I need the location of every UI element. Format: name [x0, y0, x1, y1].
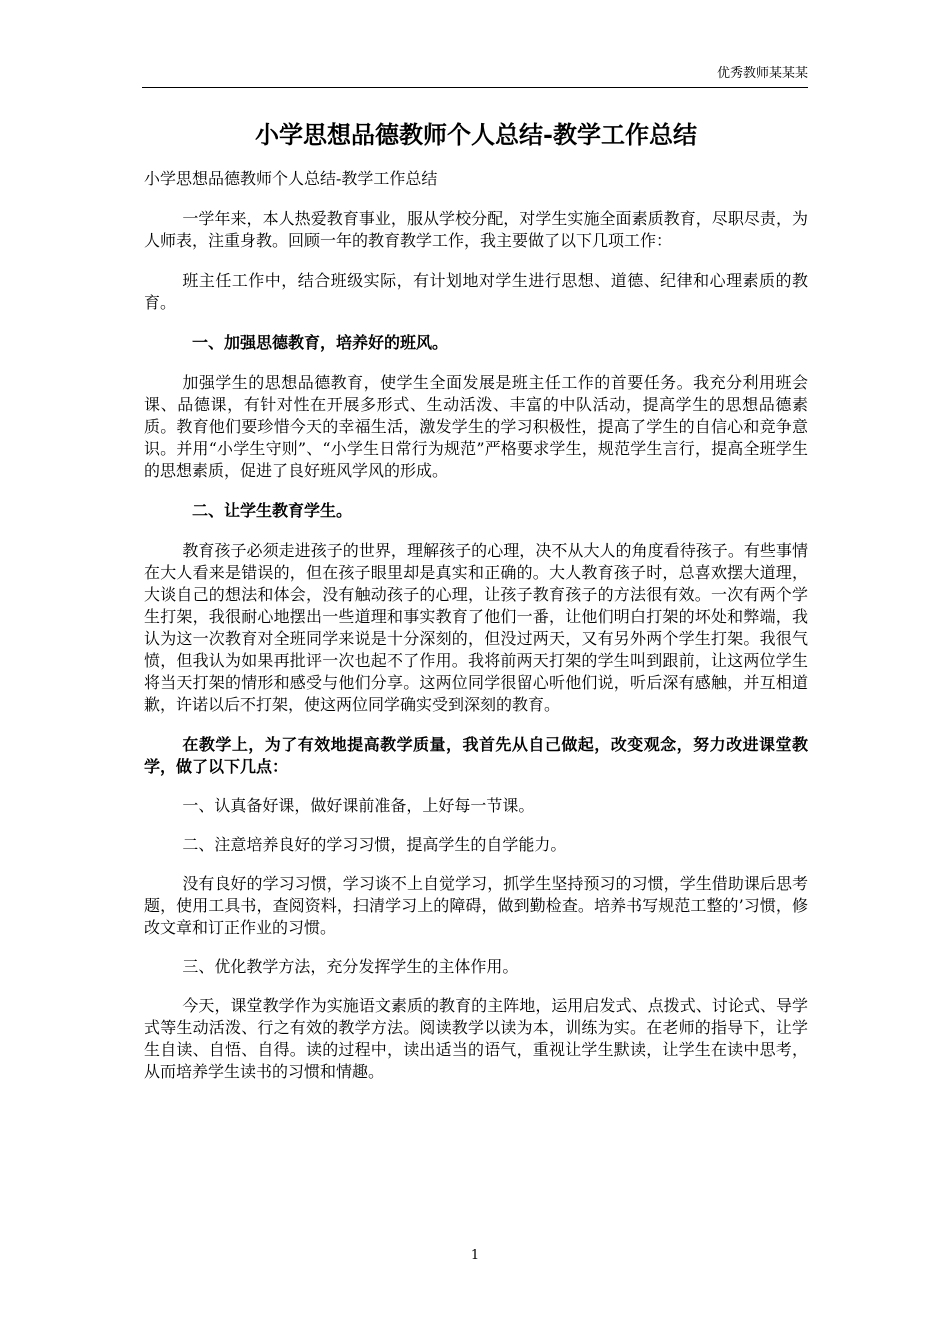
paragraph-teaching-intro: 在教学上，为了有效地提高教学质量，我首先从自己做起，改变观念，努力改进课堂教学，做了以下几点： — [144, 735, 808, 776]
header-author: 优秀教师某某某 — [716, 66, 808, 81]
document-subtitle: 小学思想品德教师个人总结-教学工作总结 — [144, 169, 438, 188]
list-item-study-habits: 二、注意培养良好的学习习惯，提高学生的自学能力。 — [182, 835, 567, 854]
page-number: 1 — [470, 1248, 480, 1263]
paragraph-intro: 一学年来，本人热爱教育事业，服从学校分配，对学生实施全面素质教育，尽职尽责，为人师表，注重身教。回顾一年的教育教学工作，我主要做了以下几项工作： — [144, 209, 808, 250]
section-heading-peer-education: 二、让学生教育学生。 — [192, 501, 353, 520]
paragraph-class-teacher: 班主任工作中，结合班级实际，有计划地对学生进行思想、道德、纪律和心理素质的教育。 — [144, 271, 808, 312]
paragraph-moral-education: 加强学生的思想品德教育，使学生全面发展是班主任工作的首要任务。我充分利用班会课、品德课，有针对性在开展多形式、生动活泼、丰富的中队活动，提高学生的思想品德素质。教育他们要珍惜今天的幸福生活，激发学生的学习积极性，提高了学生的自信心和竞争意识。并用“小学生守则”、“小学生日常行为规范”严格要求学生，规范学生言行，提高全班学生的思想素质，促进了良好班风学风的形成。 — [144, 373, 808, 480]
list-item-prepare-lessons: 一、认真备好课，做好课前准备，上好每一节课。 — [182, 796, 535, 815]
section-heading-moral-education: 一、加强思德教育，培养好的班风。 — [192, 333, 449, 352]
header-divider — [142, 87, 808, 88]
document-body — [144, 110, 808, 1083]
paragraph-peer-education: 教育孩子必须走进孩子的世界，理解孩子的心理，决不从大人的角度看待孩子。有些事情在大人看来是错误的，但在孩子眼里却是真实和正确的。大人教育孩子时，总喜欢摆大道理，大谈自己的想法和体会，没有触动孩子的心理，让孩子教育孩子的方法很有效。一次有两个学生打架，我很耐心地摆出一些道理和事实教育了他们一番，让他们明白打架的坏处和弊端，我认为这一次教育对全班同学来说是十分深刻的，但没过两天，又有另外两个学生打架。我很气愤，但我认为如果再批评一次也起不了作用。我将前两天打架的学生叫到跟前，让这两位学生将当天打架的情形和感受与他们分享。这两位同学很留心听他们说，听后深有感触，并互相道歉，许诺以后不打架，使这两位同学确实受到深刻的教育。 — [144, 541, 808, 714]
list-item-teaching-methods: 三、优化教学方法，充分发挥学生的主体作用。 — [182, 957, 519, 976]
paragraph-teaching-methods: 今天，课堂教学作为实施语文素质的教育的主阵地，运用启发式、点拨式、讨论式、导学式等生动活泼、行之有效的教学方法。阅读教学以读为本，训练为实。在老师的指导下，让学生自读、自悟、自得。读的过程中，读出适当的语气，重视让学生默读，让学生在读中思考，从而培养学生读书的习惯和情趣。 — [144, 996, 808, 1081]
paragraph-study-habits: 没有良好的学习习惯，学习谈不上自觉学习，抓学生坚持预习的习惯，学生借助课后思考题，使用工具书，查阅资料，扫清学习上的障碍，做到勤检查。培养书写规范工整的’习惯，修改文章和订正作业的习惯。 — [144, 874, 808, 937]
document-title: 小学思想品德教师个人总结-教学工作总结 — [255, 120, 697, 149]
